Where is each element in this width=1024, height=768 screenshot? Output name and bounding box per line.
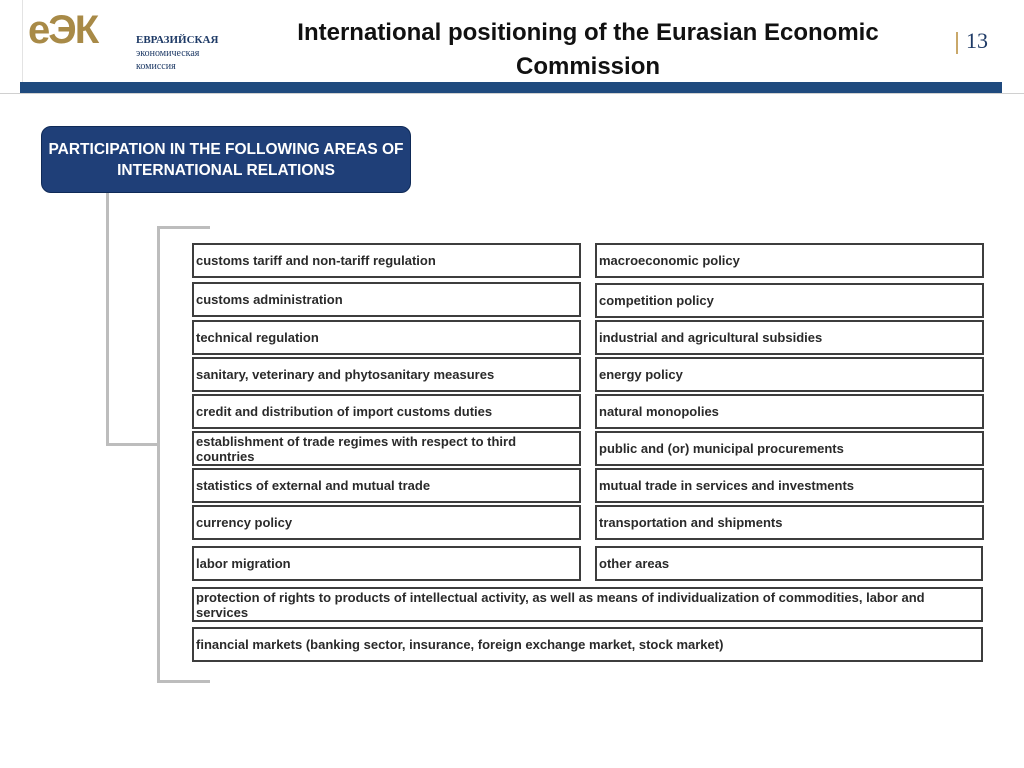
area-right-9: other areas xyxy=(595,546,983,581)
slide-title: International positioning of the Eurasian Economic Commission xyxy=(297,19,879,80)
logo-line-2: экономическая xyxy=(136,48,200,59)
logo-text xyxy=(136,34,218,73)
area-left-8: currency policy xyxy=(192,505,581,540)
area-right-8: transportation and shipments xyxy=(595,505,984,540)
logo-line-3: комиссия xyxy=(136,61,176,72)
bracket-bottom xyxy=(157,680,210,683)
area-left-9: labor migration xyxy=(192,546,581,581)
bracket-vertical xyxy=(157,226,160,683)
area-right-3: industrial and agricultural subsidies xyxy=(595,320,984,355)
area-full-2: financial markets (banking sector, insurance, foreign exchange market, stock market) xyxy=(192,627,983,662)
eec-logo-icon: еЭК xyxy=(28,8,98,52)
bracket-top xyxy=(157,226,210,229)
area-left-4: sanitary, veterinary and phytosanitary measures xyxy=(192,357,581,392)
area-right-4: energy policy xyxy=(595,357,984,392)
slide-header xyxy=(0,0,1024,95)
area-left-5: credit and distribution of import customs duties xyxy=(192,394,581,429)
connector-horizontal-main xyxy=(106,443,158,446)
area-left-2: customs administration xyxy=(192,282,581,317)
area-right-5: natural monopolies xyxy=(595,394,984,429)
area-left-6: establishment of trade regimes with respect to third countries xyxy=(192,431,581,466)
area-full-1: protection of rights to products of intellectual activity, as well as means of individualization of commodities, labor and services xyxy=(192,587,983,622)
connector-vertical-main xyxy=(106,193,109,446)
area-right-6: public and (or) municipal procurements xyxy=(595,431,984,466)
area-right-1: macroeconomic policy xyxy=(595,243,984,278)
logo-line-1: ЕВРАЗИЙСКАЯ xyxy=(136,34,219,46)
page-number-separator xyxy=(956,32,958,54)
page-number: 13 xyxy=(966,28,988,53)
area-right-2: competition policy xyxy=(595,283,984,318)
area-left-7: statistics of external and mutual trade xyxy=(192,468,581,503)
area-right-7: mutual trade in services and investments xyxy=(595,468,984,503)
area-left-3: technical regulation xyxy=(192,320,581,355)
header-divider xyxy=(0,93,1024,94)
header-bar xyxy=(20,82,1002,93)
area-left-1: customs tariff and non-tariff regulation xyxy=(192,243,581,278)
main-heading-box: PARTICIPATION IN THE FOLLOWING AREAS OF INTERNATIONAL RELATIONS xyxy=(41,126,411,193)
